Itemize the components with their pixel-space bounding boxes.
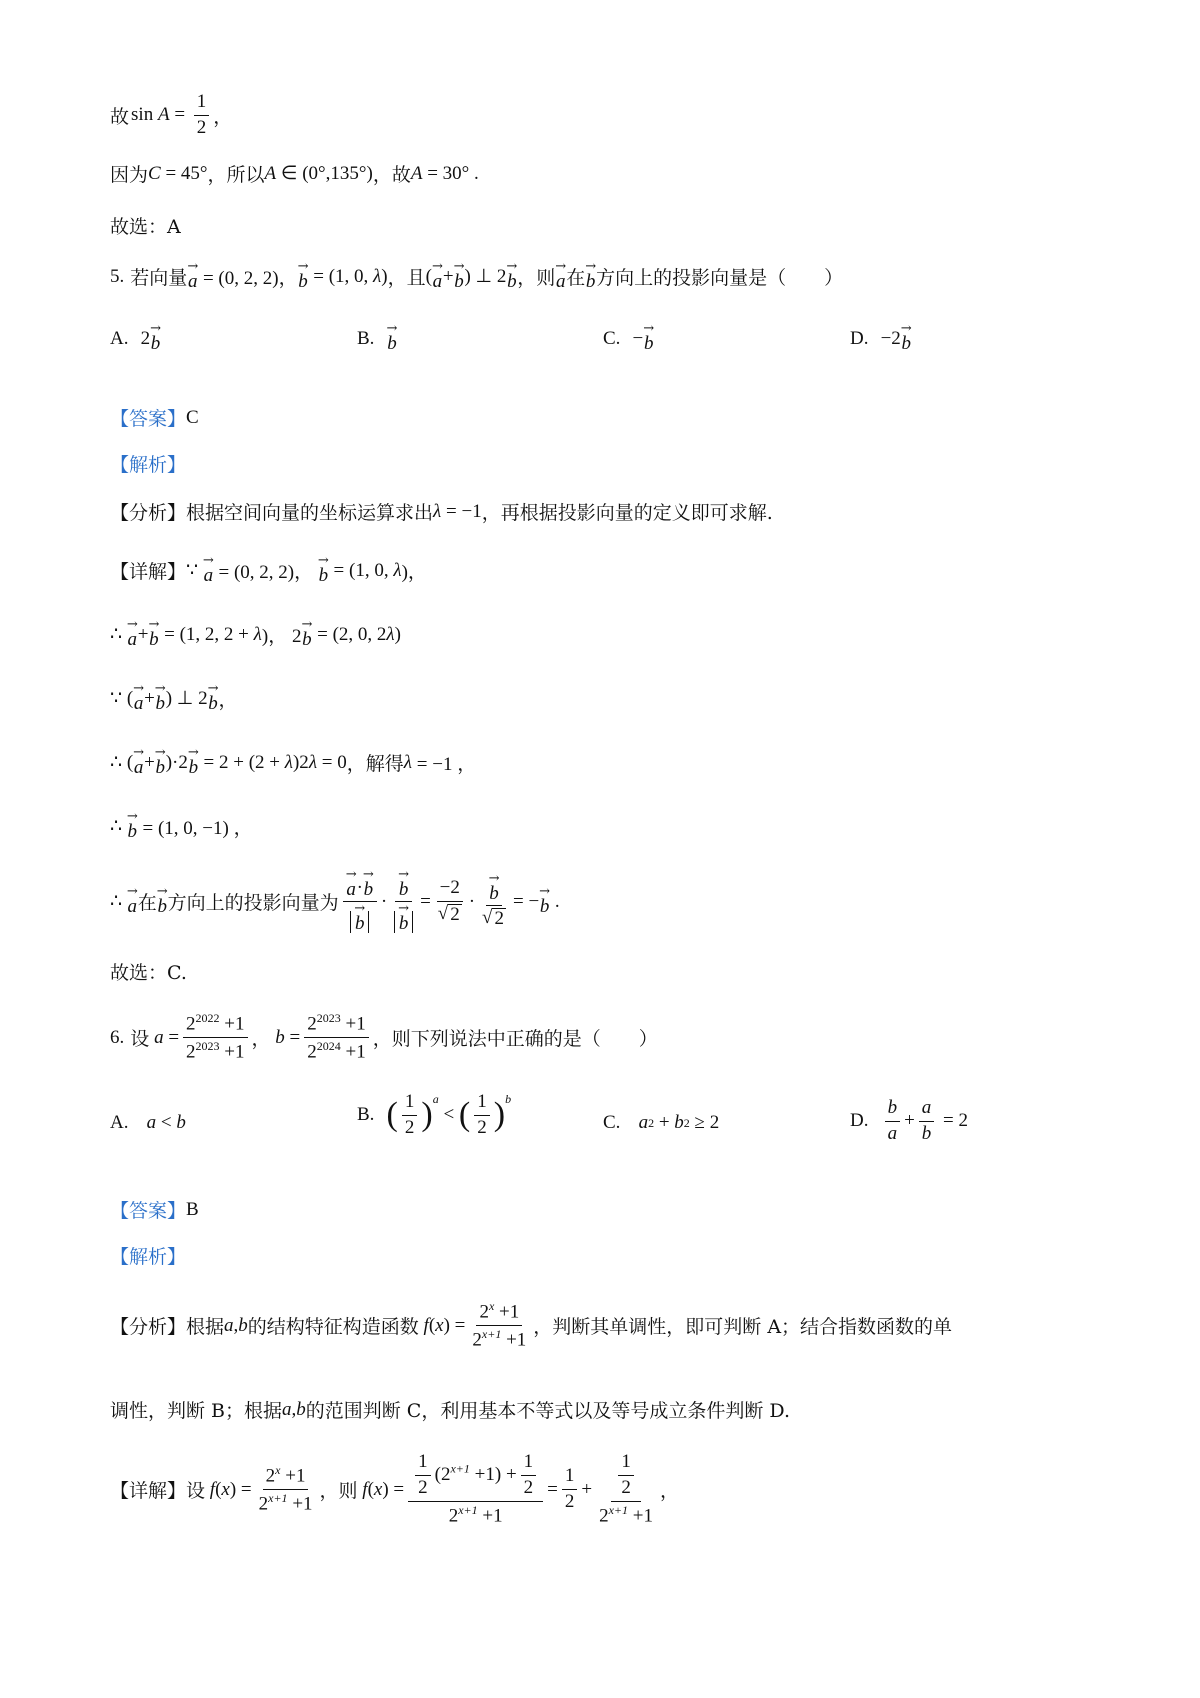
text: 调性，判断 B；根据 [110, 1400, 283, 1422]
text: 的结构特征构造函数 [247, 1316, 419, 1339]
option-b [357, 1092, 511, 1139]
math: + [442, 265, 454, 287]
math: + [137, 623, 149, 645]
answer-value: B [186, 1198, 199, 1220]
math: λ [284, 751, 293, 773]
math: a [638, 1112, 649, 1133]
math: ∴ [110, 816, 127, 837]
math: ， [218, 690, 238, 711]
answer-tag: 【答案】 [110, 1200, 187, 1222]
text: 设 [186, 1480, 206, 1502]
vector-b: → b [539, 884, 551, 917]
vector-a: → a [431, 259, 443, 292]
math: ) ⊥ 2 [165, 688, 208, 709]
math: λ [433, 500, 442, 522]
math: b [505, 1092, 512, 1106]
math: a [282, 1398, 292, 1420]
math: , [291, 1398, 297, 1420]
math: < [156, 1112, 177, 1133]
fraction: → b → b [391, 870, 416, 933]
text: ，则下列说法中正确的是（ ） [372, 1028, 658, 1051]
math: λ [403, 751, 413, 773]
math: A [410, 162, 423, 184]
fraction: $\frac{1}{2}$ [474, 1092, 490, 1139]
math: = (2, 0, 2 [312, 623, 387, 645]
vector-b: → b [156, 884, 168, 917]
math: ) = [382, 1478, 405, 1500]
analysis-tag: 【解析】 [110, 1246, 187, 1268]
math: A [157, 104, 170, 126]
math: ( [428, 1314, 436, 1336]
answer-5 [110, 404, 199, 431]
math: + [144, 687, 155, 709]
text: 设 [130, 1028, 150, 1051]
text: ，则 [319, 1480, 358, 1502]
vector-b: → b [187, 745, 199, 778]
vector-a: → a [126, 617, 138, 650]
math: ) [421, 1096, 433, 1134]
math: = 2 [938, 1110, 969, 1132]
fenxi-tag: 【分析】 [110, 502, 187, 524]
math: λ [373, 265, 382, 287]
math: ( [215, 1478, 222, 1500]
text: 根据 [186, 1316, 225, 1339]
text: 因为 [110, 164, 149, 186]
math: a [432, 1092, 439, 1106]
math: + [904, 1110, 915, 1132]
math: ≥ 2 [689, 1112, 720, 1133]
vector-b: → b [317, 553, 329, 586]
vector-b: → b [301, 617, 313, 650]
line-sinA [110, 92, 232, 139]
vector-b: → b [643, 321, 655, 354]
text: 方向上的投影向量是（ ） [596, 267, 844, 289]
text: 方向上的投影向量为 [167, 892, 339, 914]
math: , [233, 1314, 239, 1336]
math: x [373, 1478, 383, 1500]
fraction: −2 √ 2 [435, 878, 465, 926]
vector-a: → a [126, 884, 138, 917]
math: ) = [443, 1314, 466, 1336]
option-label: D. [850, 327, 869, 349]
vector-a: → a [187, 259, 199, 292]
math: )2 [292, 751, 309, 773]
math: · [380, 890, 388, 912]
vector-b: → b [126, 809, 138, 842]
text: ，故 [372, 164, 411, 186]
option-label: B. [357, 327, 375, 349]
text: ，解得 [346, 753, 404, 775]
math: = −1 ， [412, 754, 477, 775]
math: . [550, 890, 560, 912]
math: λ [386, 623, 395, 645]
vector-a: → a [555, 259, 567, 292]
text: ， [213, 105, 233, 128]
math: = 30° . [422, 162, 479, 184]
math: ( [458, 1096, 471, 1134]
text: 故 [110, 105, 130, 128]
math: −2 [880, 327, 901, 349]
math: b [296, 1398, 306, 1420]
math: ) [381, 265, 388, 287]
option-d [850, 1098, 968, 1145]
vector-b: → b [148, 617, 160, 650]
math: ( [367, 1478, 374, 1500]
math: λ [393, 559, 402, 581]
vector-a: → a [202, 553, 214, 586]
vector-a: → a [133, 745, 145, 778]
math: A [264, 162, 277, 184]
option-a [110, 1112, 186, 1134]
option-c [603, 1112, 719, 1134]
text: ，再根据投影向量的定义即可求解. [481, 502, 773, 524]
fraction: $\frac{1}{2}$ [194, 92, 210, 139]
math: b [674, 1112, 684, 1133]
math: = −1 [441, 500, 482, 522]
fraction: $\frac{\frac{1}{2}}{2^{x+1} +1}$ [599, 1451, 654, 1527]
math: ∵ ( [110, 688, 134, 709]
math: sin [131, 104, 158, 126]
text: 根据空间向量的坐标运算求出 [186, 502, 434, 524]
math: ， [251, 1029, 276, 1051]
math: − [632, 327, 644, 349]
math: a [146, 1112, 157, 1133]
math: + [654, 1112, 675, 1133]
option-label: C. [603, 327, 621, 349]
math: = (1, 0, [308, 265, 374, 287]
vector-b: → b [207, 681, 219, 714]
math: )， [401, 562, 427, 583]
option-label: D. [850, 1110, 869, 1132]
math: ) [394, 623, 401, 645]
math: C [148, 162, 161, 184]
text: 在 [566, 267, 586, 289]
math: = [284, 1026, 301, 1048]
math: = (1, 2, 2 + [159, 623, 254, 645]
text: 在 [137, 892, 157, 914]
math: ∴ [110, 624, 127, 645]
question-number: 5. [110, 265, 125, 287]
fenxi-5 [110, 498, 773, 525]
math: = (0, 2, 2)， [198, 268, 298, 289]
math: f [205, 1478, 216, 1500]
detail-5-line-4 [110, 745, 477, 778]
math: = (0, 2, 2)， [213, 562, 318, 583]
vector-a: → a [133, 681, 145, 714]
analysis-tag: 【解析】 [110, 454, 187, 476]
detail-6-line-1 [110, 1452, 679, 1527]
vector-b: → b [154, 681, 166, 714]
option-label: B. [357, 1104, 375, 1126]
math: f [418, 1314, 429, 1336]
math: a [149, 1026, 164, 1048]
fraction: $\frac{2^{2023} +1}{2^{2024} +1}$ [304, 1012, 368, 1063]
vector-b: → b [150, 321, 161, 354]
option-b [357, 321, 398, 354]
line-choice-5 [110, 958, 187, 985]
math: = 45° [160, 162, 208, 184]
vector-b: → b [154, 745, 166, 778]
math: ) ⊥ 2 [464, 266, 507, 287]
vector-b: → b [506, 259, 518, 292]
option-label: A. [110, 327, 129, 349]
vector-b: → b [297, 259, 309, 292]
vector-b: → b [386, 321, 398, 354]
option-d [850, 321, 912, 354]
text: ，所以 [207, 164, 265, 186]
xiangjie-tag: 【详解】 [110, 561, 187, 583]
math: x [435, 1314, 444, 1336]
math: ∈ (0°,135°) [276, 163, 373, 184]
option-label: C. [603, 1112, 621, 1133]
fraction: $\frac{a}{b}$ [919, 1098, 935, 1145]
math: λ [253, 623, 262, 645]
math: ( [425, 265, 432, 287]
question-6 [110, 1012, 658, 1063]
math: 2 [648, 1115, 655, 1130]
analysis-6-heading [110, 1242, 186, 1269]
math: )·2 [165, 751, 188, 773]
math: x [221, 1478, 230, 1500]
vector-b: → b [900, 321, 912, 354]
math: · [468, 890, 476, 912]
math: 2 [683, 1115, 690, 1130]
fraction: $\frac{b}{a}$ [885, 1098, 901, 1145]
math: ∴ [110, 891, 127, 912]
math: = (1, 0, −1) ， [137, 818, 253, 839]
fraction: $\frac{1}{2}$ [562, 1466, 578, 1513]
math: = 0 [317, 751, 347, 773]
vector-b: → b [585, 259, 597, 292]
question-number: 6. [110, 1026, 125, 1048]
math: = − [512, 890, 540, 912]
text: ，则 [517, 267, 556, 289]
math: ( [386, 1096, 398, 1134]
math: = [547, 1478, 558, 1500]
detail-5-line-1 [110, 553, 427, 586]
answer-tag: 【答案】 [110, 408, 187, 430]
answer-6 [110, 1196, 199, 1223]
detail-5-line-2 [110, 617, 401, 650]
analysis-5-heading [110, 450, 186, 477]
math: = [163, 1026, 180, 1048]
text: 故选：C. [110, 962, 187, 984]
line-angle [110, 160, 479, 187]
math: ∴ ( [110, 752, 134, 773]
fenxi-6-line-2 [110, 1396, 790, 1423]
text: ，且 [387, 267, 426, 289]
math: < [438, 1104, 459, 1126]
math: λ [308, 751, 318, 773]
text: 若向量 [130, 267, 188, 289]
math: + [144, 751, 155, 773]
math: b [238, 1314, 248, 1336]
math: = [420, 890, 431, 912]
question-5 [110, 259, 844, 292]
math: ) [493, 1096, 506, 1134]
vector-b: → b [453, 259, 465, 292]
text: ，判断其单调性，即可判断 A；结合指数函数的单 [533, 1316, 953, 1339]
fraction: $\frac{2^x +1}{2^{x+1} +1}$ [258, 1462, 313, 1515]
option-c [603, 321, 655, 354]
fraction: $\frac{1}{2}$ $(2^{x+1} +1)$ + $\frac{1}{2}$ $2^{x+1} +1$ [408, 1452, 543, 1527]
fenxi-tag: 【分析】 [110, 1316, 187, 1339]
detail-5-line-6 [110, 867, 560, 934]
math: ∵ [186, 560, 203, 581]
option-a [110, 321, 161, 354]
math: = (1, 0, [328, 559, 394, 581]
answer-value: C [186, 406, 199, 428]
fraction: → a · → b → b [343, 870, 377, 933]
xiangjie-tag: 【详解】 [110, 1480, 187, 1502]
option-label: A. [110, 1112, 129, 1133]
math: )， 2 [261, 626, 302, 647]
math: ， [660, 1481, 680, 1502]
fraction: $\frac{2^{2022} +1}{2^{2023} +1}$ [183, 1012, 247, 1063]
line-choice [110, 212, 181, 239]
math: a [224, 1314, 234, 1336]
fenxi-6 [110, 1300, 952, 1351]
math: f [357, 1478, 368, 1500]
math: b [275, 1026, 285, 1048]
detail-5-line-5 [110, 809, 253, 842]
math: ) = [229, 1478, 252, 1500]
math: b [176, 1112, 186, 1133]
math: 2 [140, 327, 151, 349]
fraction: → b √ 2 [482, 870, 504, 929]
detail-5-line-3 [110, 681, 238, 714]
text: 的范围判断 C，利用基本不等式以及等号成立条件判断 D. [305, 1400, 790, 1422]
fraction: $\frac{1}{2}$ [402, 1092, 418, 1139]
math: = 2 + (2 + [198, 751, 285, 773]
fraction: $\frac{2^x +1}{2^{x+1} +1}$ [472, 1299, 527, 1351]
math: + [581, 1478, 593, 1500]
text: 故选：A [110, 216, 181, 238]
math: = [169, 104, 190, 126]
